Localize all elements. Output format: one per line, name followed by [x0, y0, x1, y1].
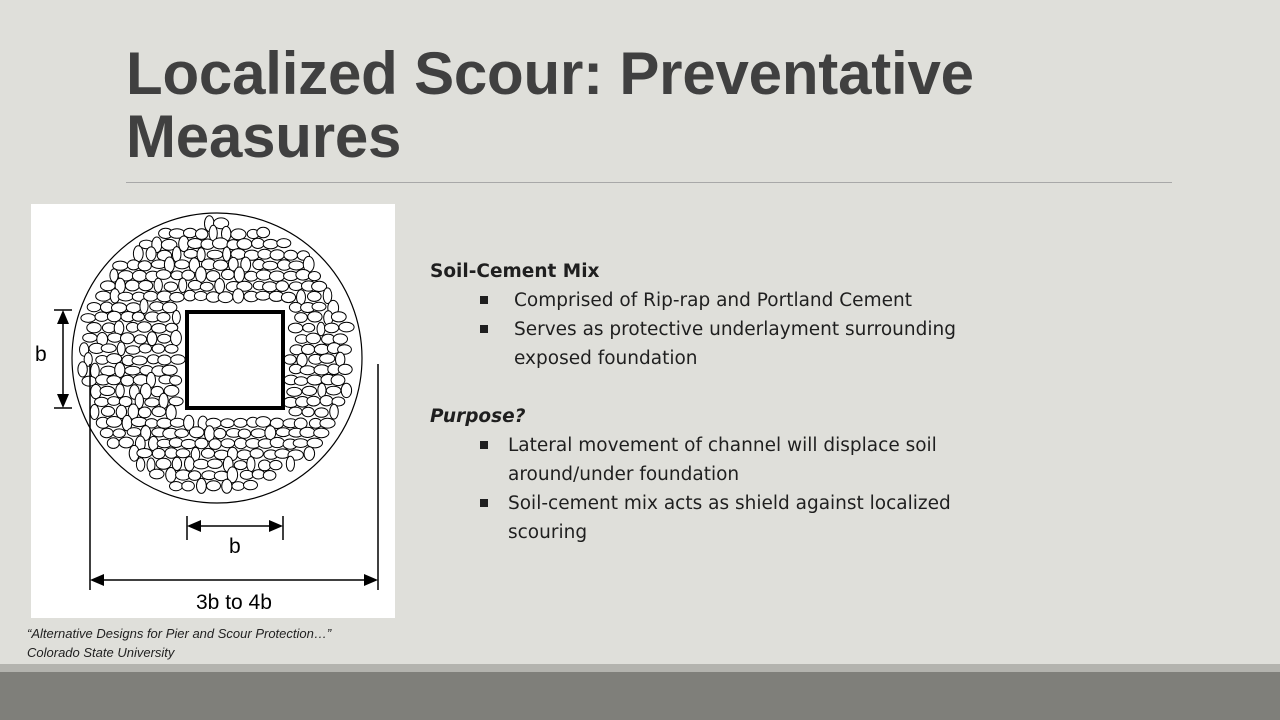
riprap-stone [308, 272, 320, 281]
riprap-stone [281, 292, 295, 302]
riprap-stone [195, 438, 208, 449]
riprap-stone [157, 313, 170, 323]
riprap-stone [284, 355, 296, 365]
riprap-stone [317, 322, 325, 336]
arrowhead-up [57, 310, 69, 324]
riprap-stone [184, 249, 198, 258]
riprap-stone [131, 417, 147, 426]
riprap-stone [87, 323, 101, 333]
riprap-stone [116, 384, 125, 398]
riprap-stone [209, 439, 221, 450]
riprap-stone [295, 313, 308, 323]
riprap-stone [165, 345, 178, 354]
riprap-stone [118, 292, 133, 301]
riprap-stone [127, 428, 141, 437]
riprap-stone [87, 303, 101, 312]
riprap-stone [170, 418, 184, 427]
riprap-stone [339, 322, 354, 332]
riprap-stone [237, 239, 252, 250]
bullet-text: Soil-cement mix acts as shield against localized scouring [508, 493, 951, 543]
riprap-stone [276, 281, 289, 292]
riprap-stone [138, 407, 151, 418]
riprap-stone [338, 364, 352, 374]
riprap-stone [150, 469, 164, 479]
riprap-stone [331, 375, 345, 386]
riprap-stone [302, 386, 316, 395]
riprap-stone [302, 407, 314, 417]
riprap-stone [252, 470, 264, 479]
riprap-stone [134, 335, 146, 344]
footer-bar [0, 672, 1280, 720]
section-heading-soil-cement: Soil-Cement Mix [430, 261, 600, 282]
riprap-stone [102, 323, 115, 333]
riprap-stone [133, 246, 143, 262]
riprap-stone [152, 344, 165, 353]
riprap-stone [140, 299, 148, 314]
riprap-stone [126, 346, 140, 355]
riprap-stone [247, 457, 255, 472]
riprap-stone [315, 408, 328, 417]
riprap-stone [304, 447, 315, 461]
riprap-stone [320, 418, 335, 428]
square-bullet-icon [480, 325, 488, 333]
riprap-stone [302, 344, 315, 354]
riprap-stone [276, 428, 290, 437]
riprap-stone [252, 238, 265, 248]
riprap-stone [232, 482, 244, 491]
riprap-stone [139, 281, 153, 291]
riprap-stone [196, 267, 207, 283]
riprap-stone [294, 377, 307, 386]
riprap-stone [108, 397, 120, 406]
riprap-stone [263, 471, 276, 481]
riprap-stone [152, 448, 165, 458]
riprap-stone [314, 428, 329, 438]
riprap-stone [137, 322, 151, 333]
riprap-stone [113, 429, 125, 438]
riprap-stone [270, 250, 284, 260]
riprap-stone [117, 342, 125, 356]
footer-accent-line [0, 664, 1280, 672]
riprap-stone [158, 334, 171, 343]
riprap-stone [95, 312, 108, 321]
riprap-stone [107, 438, 119, 449]
riprap-stone [207, 250, 223, 259]
riprap-stone [152, 407, 166, 417]
riprap-stone [320, 354, 335, 364]
dim-label-inner: b [229, 535, 241, 558]
riprap-stone [171, 355, 185, 365]
riprap-stone [234, 461, 247, 470]
riprap-stone [107, 376, 121, 385]
arrowhead-left [187, 520, 201, 532]
riprap-stone [182, 481, 195, 491]
riprap-stone [150, 302, 164, 311]
riprap-stone [263, 239, 278, 248]
riprap-stone [341, 383, 351, 397]
riprap-stone [83, 333, 97, 342]
section-spacer [430, 373, 1050, 402]
riprap-stone [308, 312, 322, 322]
bullet-item [430, 431, 978, 489]
square-bullet-icon [480, 499, 488, 507]
riprap-stone [158, 355, 171, 365]
riprap-stone [300, 366, 315, 375]
riprap-stone [194, 459, 209, 469]
riprap-stone [222, 269, 235, 279]
riprap-stone [214, 428, 226, 438]
riprap-stone [136, 458, 144, 471]
riprap-stone [314, 365, 329, 375]
section-heading-purpose: Purpose? [430, 406, 526, 427]
arrowhead-left [90, 574, 104, 586]
riprap-stone [175, 260, 190, 269]
riprap-stone [146, 247, 156, 261]
riprap-stone [213, 260, 228, 270]
riprap-stone [240, 470, 253, 479]
bullet-text: Serves as protective underlayment surrounding exposed foundation [514, 319, 956, 369]
vertical-dimension [54, 310, 72, 408]
riprap-stone [162, 365, 177, 375]
riprap-stone [270, 460, 282, 469]
riprap-stone [222, 479, 232, 493]
riprap-stone [139, 344, 151, 353]
riprap-stone [303, 323, 315, 332]
dim-label-vertical: b [35, 343, 47, 366]
riprap-stone [259, 460, 271, 471]
riprap-stone [289, 407, 302, 416]
title-divider [126, 182, 1172, 183]
riprap-stone [101, 406, 114, 416]
riprap-stone [169, 438, 182, 448]
riprap-stone [170, 292, 184, 302]
riprap-stone [108, 333, 122, 342]
riprap-stone [331, 312, 346, 322]
riprap-stone [270, 437, 284, 447]
riprap-stone [277, 239, 291, 248]
square-bullet-icon [480, 296, 488, 304]
riprap-stone [172, 311, 180, 325]
riprap-stone [171, 330, 182, 345]
riprap-stone [208, 459, 223, 468]
riprap-stone [106, 417, 121, 428]
riprap-stone [100, 428, 113, 438]
riprap-stone [188, 280, 201, 290]
riprap-stone [115, 363, 125, 378]
riprap-stone [289, 261, 304, 270]
bullet-item [430, 489, 978, 547]
riprap-stone [181, 439, 196, 448]
riprap-stone [81, 314, 96, 323]
riprap-stone [330, 404, 339, 419]
riprap-stone [138, 261, 151, 271]
riprap-stone [245, 271, 258, 281]
riprap-stone [286, 456, 294, 471]
arrowhead-right [364, 574, 378, 586]
pier-square [187, 312, 283, 408]
caption-source-title: “Alternative Designs for Pier and Scour Protection…” [27, 626, 332, 641]
riprap-stone [293, 439, 308, 448]
bullet-text: Lateral movement of channel will displace soil around/under foundation [508, 435, 937, 485]
arrowhead-down [57, 394, 69, 408]
riprap-stone [78, 362, 87, 377]
riprap-stone [251, 429, 266, 438]
riprap-stone [90, 405, 99, 420]
soil-cement-bullets [430, 286, 1050, 373]
figure-caption [27, 624, 331, 662]
riprap-stone [189, 427, 204, 438]
riprap-stone [231, 229, 246, 240]
riprap-stone [207, 481, 221, 491]
riprap-stone [179, 278, 187, 292]
riprap-stone [201, 448, 214, 458]
riprap-stone [194, 291, 207, 300]
slide-title: Localized Scour: Preventative Measures [126, 40, 974, 170]
riprap-stone [238, 429, 250, 438]
riprap-stone [188, 239, 203, 249]
riprap-stone [287, 387, 302, 396]
riprap-stone [234, 267, 244, 282]
riprap-stone [215, 279, 225, 294]
riprap-stone [157, 418, 172, 428]
riprap-stone [164, 282, 177, 291]
riprap-stone [125, 366, 141, 375]
riprap-stone [306, 333, 320, 344]
riprap-stone [258, 249, 272, 259]
riprap-stone [234, 418, 247, 427]
riprap-stone [107, 311, 121, 322]
riprap-stone [100, 386, 115, 395]
riprap-stone [325, 323, 339, 333]
riprap-stone [221, 439, 235, 448]
riprap-stone [137, 449, 152, 458]
riprap-stone [147, 332, 157, 346]
riprap-stone [132, 356, 147, 365]
riprap-stone [154, 278, 162, 292]
bullet-item [430, 286, 1050, 315]
slide-body [430, 257, 1050, 547]
arrowhead-right [269, 520, 283, 532]
riprap-stone [125, 280, 139, 291]
riprap-stone [200, 282, 213, 291]
square-bullet-icon [480, 441, 488, 449]
riprap-stone [175, 429, 189, 438]
riprap-stone [121, 375, 134, 386]
riprap-stone [270, 271, 285, 281]
riprap-stone [233, 289, 244, 303]
riprap-stone [263, 261, 278, 270]
riprap-stone [312, 302, 326, 311]
riprap-stone [101, 344, 116, 353]
riprap-stone [256, 291, 271, 300]
riprap-stone [218, 292, 233, 303]
riprap-stone [132, 270, 146, 281]
riprap-stone [132, 312, 144, 321]
riprap-stone [289, 282, 302, 291]
riprap-stone [196, 229, 208, 240]
riprap-stone [326, 386, 341, 395]
riprap-stone [307, 396, 320, 406]
caption-source-org: Colorado State University [27, 645, 175, 660]
bullet-text: Comprised of Rip-rap and Portland Cement [514, 290, 912, 311]
bullet-item [430, 315, 984, 373]
riprap-stone [185, 457, 195, 471]
diagram-svg [31, 204, 395, 618]
riprap-stone [145, 398, 160, 407]
riprap-stone [320, 396, 333, 406]
riprap-stone [257, 227, 270, 237]
dim-label-outer: 3b to 4b [196, 591, 272, 614]
riprap-stone [300, 427, 315, 437]
riprap-stone [263, 282, 278, 292]
riprap-stone [284, 250, 298, 260]
riprap-stone [170, 482, 183, 491]
riprap-stone [221, 419, 234, 428]
purpose-bullets [430, 431, 1050, 547]
pier-riprap-diagram [31, 204, 395, 618]
riprap-stone [96, 291, 111, 301]
riprap-stone [166, 468, 176, 483]
riprap-stone [308, 291, 322, 301]
riprap-stone [197, 478, 207, 493]
riprap-stone [288, 323, 302, 333]
riprap-stone [170, 376, 182, 386]
riprap-stone [244, 480, 258, 489]
